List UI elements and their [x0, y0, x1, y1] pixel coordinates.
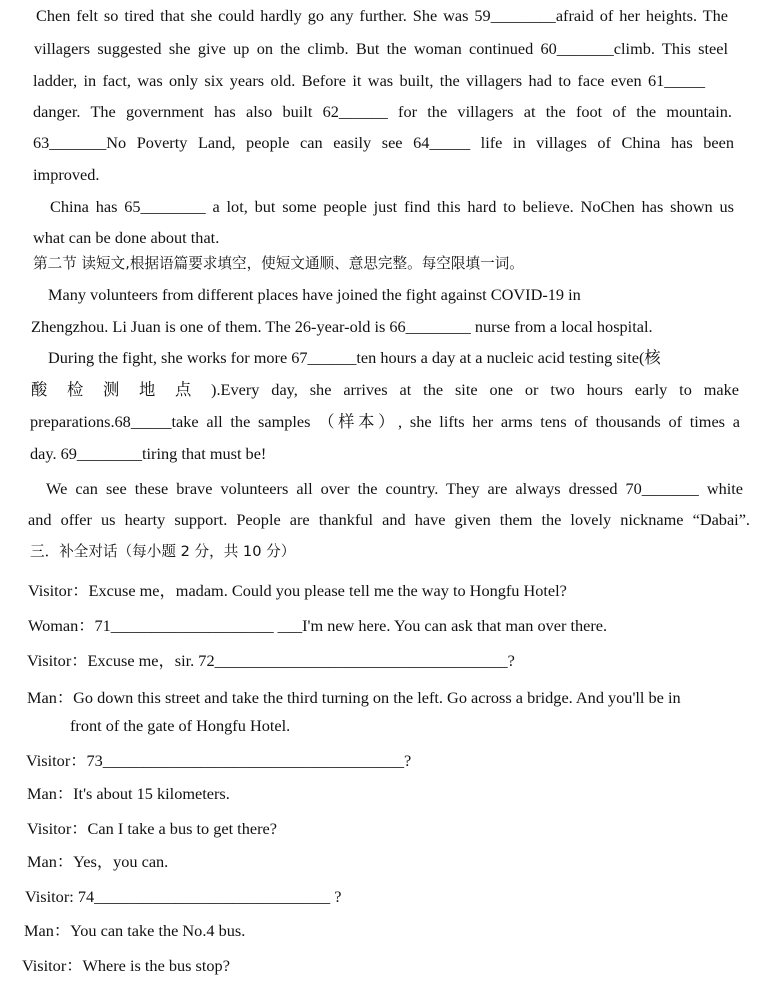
- dialogue-line: Man：It's about 15 kilometers.: [27, 784, 230, 803]
- dialogue-line: Man：You can take the No.4 bus.: [24, 921, 246, 940]
- dialogue-line: Visitor：Excuse me，sir. 72____________________________________?: [27, 651, 515, 670]
- section-heading: 三．补全对话（每小题 2 分，共 10 分）: [30, 543, 296, 560]
- dialogue-line: Visitor: 74_____________________________ ?: [25, 887, 342, 906]
- section-heading: 第二节 读短文,根据语篇要求填空，使短文通顺、意思完整。每空限填一词。: [33, 255, 524, 272]
- dialogue-line: front of the gate of Hongfu Hotel.: [70, 716, 291, 735]
- dialogue-line: Woman：71____________________ ___I'm new here. You can ask that man over there.: [28, 616, 608, 635]
- passage-line: preparations.68_____take all the samples （样本）, she lifts her arms tens of thousands of times a: [30, 412, 740, 431]
- passage-line: We can see these brave volunteers all over the country. They are always dressed 70_______ white: [46, 479, 743, 498]
- passage-line: improved.: [33, 165, 100, 184]
- dialogue-line: Visitor：Excuse me，madam. Could you please tell me the way to Hongfu Hotel?: [28, 581, 567, 600]
- passage-line: China has 65________ a lot, but some people just find this hard to believe. NoChen has shown us: [50, 197, 734, 216]
- passage-line: 酸 检 测 地 点 ).Every day, she arrives at the site one or two hours early to make: [31, 380, 739, 399]
- passage-line: villagers suggested she give up on the climb. But the woman continued 60_______climb. This steel: [34, 39, 728, 58]
- dialogue-line: Man：Yes，you can.: [27, 852, 169, 871]
- passage-line: 63_______No Poverty Land, people can easily see 64_____ life in villages of China has been: [33, 133, 734, 152]
- passage-line: day. 69________tiring that must be!: [30, 444, 267, 463]
- passage-line: During the fight, she works for more 67______ten hours a day at a nucleic acid testing site(核: [48, 348, 661, 367]
- passage-line: what can be done about that.: [33, 228, 220, 247]
- passage-line: and offer us hearty support. People are thankful and have given them the lovely nickname “Dabai”.: [28, 510, 750, 529]
- passage-line: Chen felt so tired that she could hardly go any further. She was 59________afraid of her heights. The: [36, 6, 728, 25]
- dialogue-line: Man：Go down this street and take the third turning on the left. Go across a bridge. And you'll be in: [27, 688, 681, 707]
- dialogue-line: Visitor：Where is the bus stop?: [22, 956, 230, 975]
- passage-line: Many volunteers from different places have joined the fight against COVID-19 in: [48, 285, 581, 304]
- dialogue-line: Visitor：73_____________________________________?: [26, 751, 412, 770]
- passage-line: danger. The government has also built 62______ for the villagers at the foot of the mountain.: [33, 102, 732, 121]
- passage-line: ladder, in fact, was only six years old. Before it was built, the villagers had to face even 61_____: [33, 71, 705, 90]
- dialogue-line: Visitor：Can I take a bus to get there?: [27, 819, 277, 838]
- passage-line: Zhengzhou. Li Juan is one of them. The 26-year-old is 66________ nurse from a local hospital.: [31, 317, 653, 336]
